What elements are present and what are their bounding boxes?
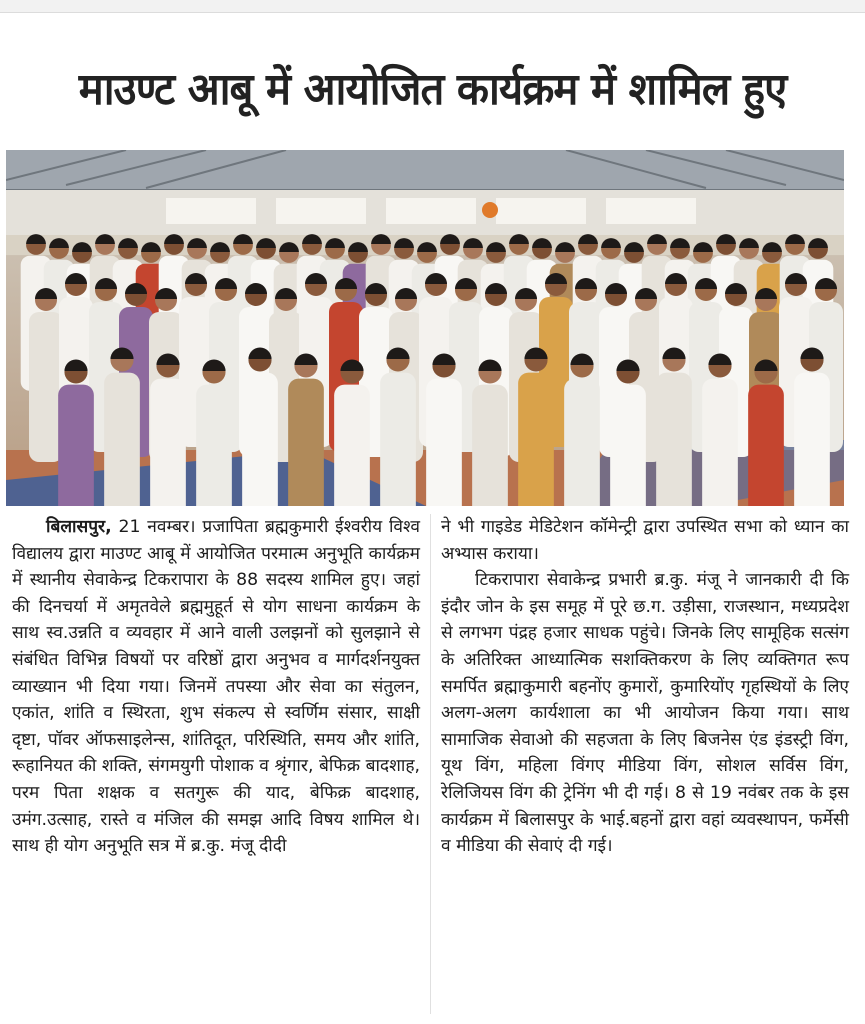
article-left-column — [12, 514, 420, 860]
article-text: 21 नवम्बर। प्रजापिता ब्रह्मकुमारी ईश्वरीय विश्व विद्यालय द्वारा माउण्ट आबू में आयोजित परमात्म अनुभूति कार्यक्रम में स्थानीय सेवाकेन्द्र टिकरापारा के 88 सदस्य शामिल हुए। जहां की दिनचर्या में अमृतवेले ब्रह्ममुहूर्त से योग साधना कार्यक्रम के साथ स्व.उन्नति व व्यवहार में आने वाली उलझनों को सुलझाने से संबंधित विभिन्न विषयों पर वरिष्ठों द्वारा अनुभव व मार्गदर्शनयुक्त व्याख्यान भी दिया गया। जिनमें तपस्या और सेवा का संतुलन, एकांत, शांति व स्थिरता, शुभ संकल्प से स्वर्णिम संसार, साक्षी दृष्टा, पॉवर ऑफसाइलेन्स, शांतिदूत, परिस्थिति, समय और शांति, रूहानियत की शक्ति, संगमयुगी पोशाक व श्रृंगार, बेफिक्र बादशाह, परम पिता शक्षक व सतगुरू की याद, बेफिक्र बादशाह, उमंग.उत्साह, रास्ते व मंजिल की समझ आदि विषय शामिल थे। साथ ही योग अनुभूति सत्र में ब्र.कु. मंजू दीदी — [12, 517, 420, 857]
article-paragraph — [12, 514, 420, 860]
article-paragraph: ने भी गाइडेड मेडिटेशन कॉमेन्ट्री द्वारा उपस्थित सभा को ध्यान का अभ्यास कराया। — [441, 517, 849, 564]
top-rule — [0, 0, 865, 13]
article-dateline: बिलासपुर, — [46, 517, 112, 537]
headline: माउण्ट आबू में आयोजित कार्यक्रम में शामिल हुए — [78, 64, 787, 115]
article-paragraph: टिकरापारा सेवाकेन्द्र प्रभारी ब्र.कु. मंजू ने जानकारी दी कि इंदौर जोन के इस समूह में पूरे छ.ग. उड़ीसा, राजस्थान, मध्यप्रदेश से लगभग पंद्रह हजार साधक पहुंचे। जिनके लिए सामूहिक सत्संग के अतिरिक्त आध्यात्मिक सशक्तिकरण के लिए व्यक्तिगत रूप समर्पित ब्रह्माकुमारी बहनोंए कुमारों, कुमारियोंए गृहस्थियों के लिए अलग-अलग कार्यशाला का भी आयोजन किया गया। साथ सामाजिक सेवाओ की सहजता के लिए बिजनेस एंड इंडस्ट्री विंग, यूथ विंग, महिला विंगए मीडिया विंग, सोशल सर्विस विंग, रेलिजियस विंग की ट्रेनिंग भी दी गई। 8 से 19 नवंबर तक के इस कार्यक्रम में बिलासपुर के भाई.बहनों द्वारा वहां व्यवस्थापन, फर्मेसी व मीडिया की सेवाएं दी गई। — [441, 570, 849, 857]
article-right-column — [441, 514, 849, 860]
group-photo-image-icon — [6, 150, 844, 506]
group-photo — [6, 150, 844, 506]
column-divider — [430, 514, 431, 1014]
